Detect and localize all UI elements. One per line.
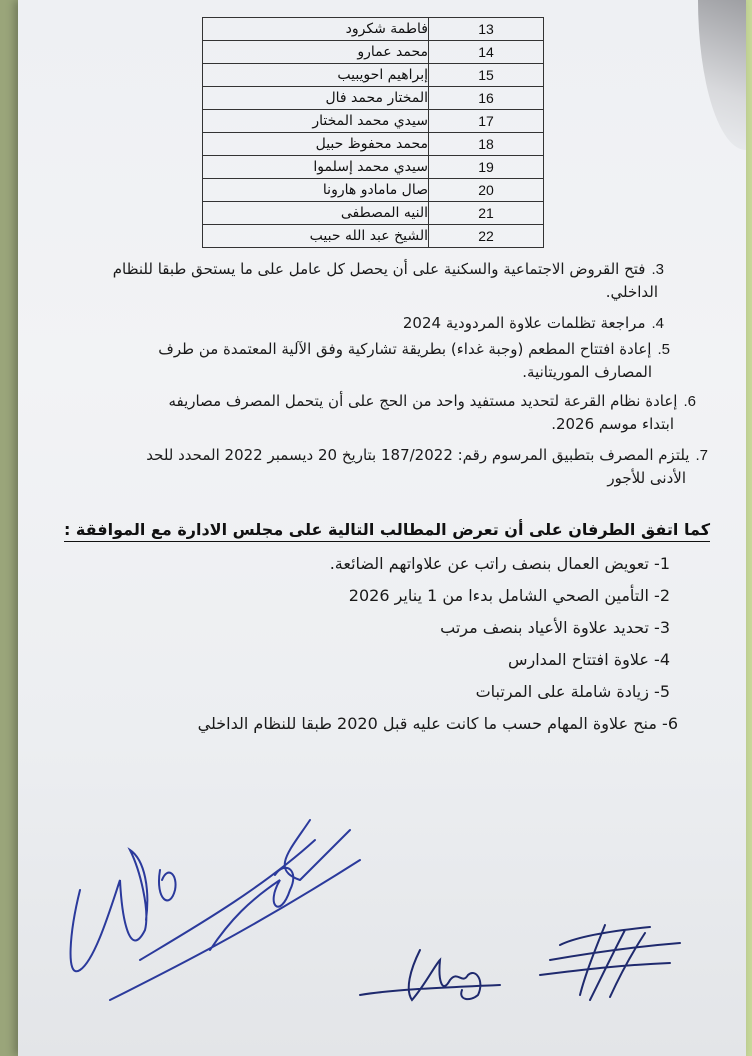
agreed-item-5 bbox=[70, 338, 670, 383]
board-demands-heading: كما اتفق الطرفان على أن تعرض المطالب التالية على مجلس الادارة مع الموافقة : bbox=[64, 520, 710, 542]
item-text-continued: ابتداء موسم 2026. bbox=[551, 415, 674, 433]
member-number-cell: 22 bbox=[429, 225, 544, 248]
board-demand-2 bbox=[349, 584, 670, 608]
table-row bbox=[203, 64, 544, 87]
member-number-cell: 18 bbox=[429, 133, 544, 156]
member-number-cell: 20 bbox=[429, 179, 544, 202]
demand-number: 2- bbox=[654, 586, 670, 605]
member-number-cell: 16 bbox=[429, 87, 544, 110]
agreed-item-4 bbox=[64, 312, 664, 335]
board-demand-4 bbox=[508, 648, 670, 672]
item-number: 5. bbox=[657, 341, 670, 358]
member-name-cell: سيدي محمد إسلموا bbox=[203, 156, 429, 179]
item-number: 6. bbox=[683, 393, 696, 410]
member-number-cell: 19 bbox=[429, 156, 544, 179]
demand-text: التأمين الصحي الشامل بدءا من 1 يناير 2026 bbox=[348, 586, 649, 605]
table-row bbox=[203, 225, 544, 248]
agreed-item-7 bbox=[68, 444, 708, 489]
member-number-cell: 21 bbox=[429, 202, 544, 225]
member-name-cell: فاطمة شكرود bbox=[203, 18, 429, 41]
table-row bbox=[203, 156, 544, 179]
demand-text: منح علاوة المهام حسب ما كانت عليه قبل 2020 طبقا للنظام الداخلي bbox=[197, 714, 657, 733]
page-curl bbox=[698, 0, 746, 150]
demand-number: 3- bbox=[654, 618, 670, 637]
board-demand-1 bbox=[330, 552, 670, 576]
member-name-cell: الشيخ عبد الله حبيب bbox=[203, 225, 429, 248]
agreed-item-3 bbox=[64, 258, 664, 303]
member-number-cell: 13 bbox=[429, 18, 544, 41]
demand-text: تعويض العمال بنصف راتب عن علاواتهم الضائعة. bbox=[329, 554, 649, 573]
table-row bbox=[203, 110, 544, 133]
item-number: 3. bbox=[651, 261, 664, 278]
member-name-cell: سيدي محمد المختار bbox=[203, 110, 429, 133]
member-name-cell: المختار محمد فال bbox=[203, 87, 429, 110]
member-name-cell: محمد محفوظ حبيل bbox=[203, 133, 429, 156]
table-row bbox=[203, 87, 544, 110]
board-demand-3 bbox=[440, 616, 670, 640]
member-name-cell: صال مامادو هارونا bbox=[203, 179, 429, 202]
item-number: 7. bbox=[695, 447, 708, 464]
item-text: فتح القروض الاجتماعية والسكنية على أن يحصل كل عامل على ما يستحق طبقا للنظام bbox=[112, 260, 646, 278]
member-name-cell: إبراهيم احويبيب bbox=[203, 64, 429, 87]
table-row bbox=[203, 202, 544, 225]
demand-text: تحديد علاوة الأعياد بنصف مرتب bbox=[440, 618, 649, 637]
signature-middle bbox=[350, 940, 520, 1020]
demand-number: 4- bbox=[654, 650, 670, 669]
members-table bbox=[202, 17, 544, 248]
table-row bbox=[203, 18, 544, 41]
item-text: إعادة افتتاح المطعم (وجبة غداء) بطريقة تشاركية وفق الآلية المعتمدة من طرف bbox=[158, 340, 652, 358]
signature-right bbox=[520, 905, 700, 1015]
item-number: 4. bbox=[651, 315, 664, 332]
item-text: يلتزم المصرف بتطبيق المرسوم رقم: 187/2022 بتاريخ 20 ديسمبر 2022 المحدد للحد bbox=[146, 446, 690, 464]
signature-left bbox=[50, 810, 380, 1010]
table-row bbox=[203, 133, 544, 156]
demand-number: 5- bbox=[654, 682, 670, 701]
table-row bbox=[203, 41, 544, 64]
member-name-cell: محمد عمارو bbox=[203, 41, 429, 64]
board-demand-6 bbox=[198, 712, 678, 736]
member-name-cell: النيه المصطفى bbox=[203, 202, 429, 225]
demand-number: 6- bbox=[662, 714, 678, 733]
item-text-continued: الداخلي. bbox=[605, 283, 658, 301]
table-row bbox=[203, 179, 544, 202]
member-number-cell: 17 bbox=[429, 110, 544, 133]
demand-text: زيادة شاملة على المرتبات bbox=[475, 682, 649, 701]
board-demand-5 bbox=[476, 680, 670, 704]
item-text-continued: المصارف الموريتانية. bbox=[522, 363, 652, 381]
demand-text: علاوة افتتاح المدارس bbox=[507, 650, 649, 669]
item-text: مراجعة تظلمات علاوة المردودية 2024 bbox=[402, 314, 646, 332]
item-text: إعادة نظام القرعة لتحديد مستفيد واحد من الحج على أن يتحمل المصرف مصاريفه bbox=[168, 392, 678, 410]
agreed-item-6 bbox=[76, 390, 696, 435]
demand-number: 1- bbox=[654, 554, 670, 573]
item-text-continued: الأدنى للأجور bbox=[607, 469, 686, 487]
member-number-cell: 14 bbox=[429, 41, 544, 64]
member-number-cell: 15 bbox=[429, 64, 544, 87]
